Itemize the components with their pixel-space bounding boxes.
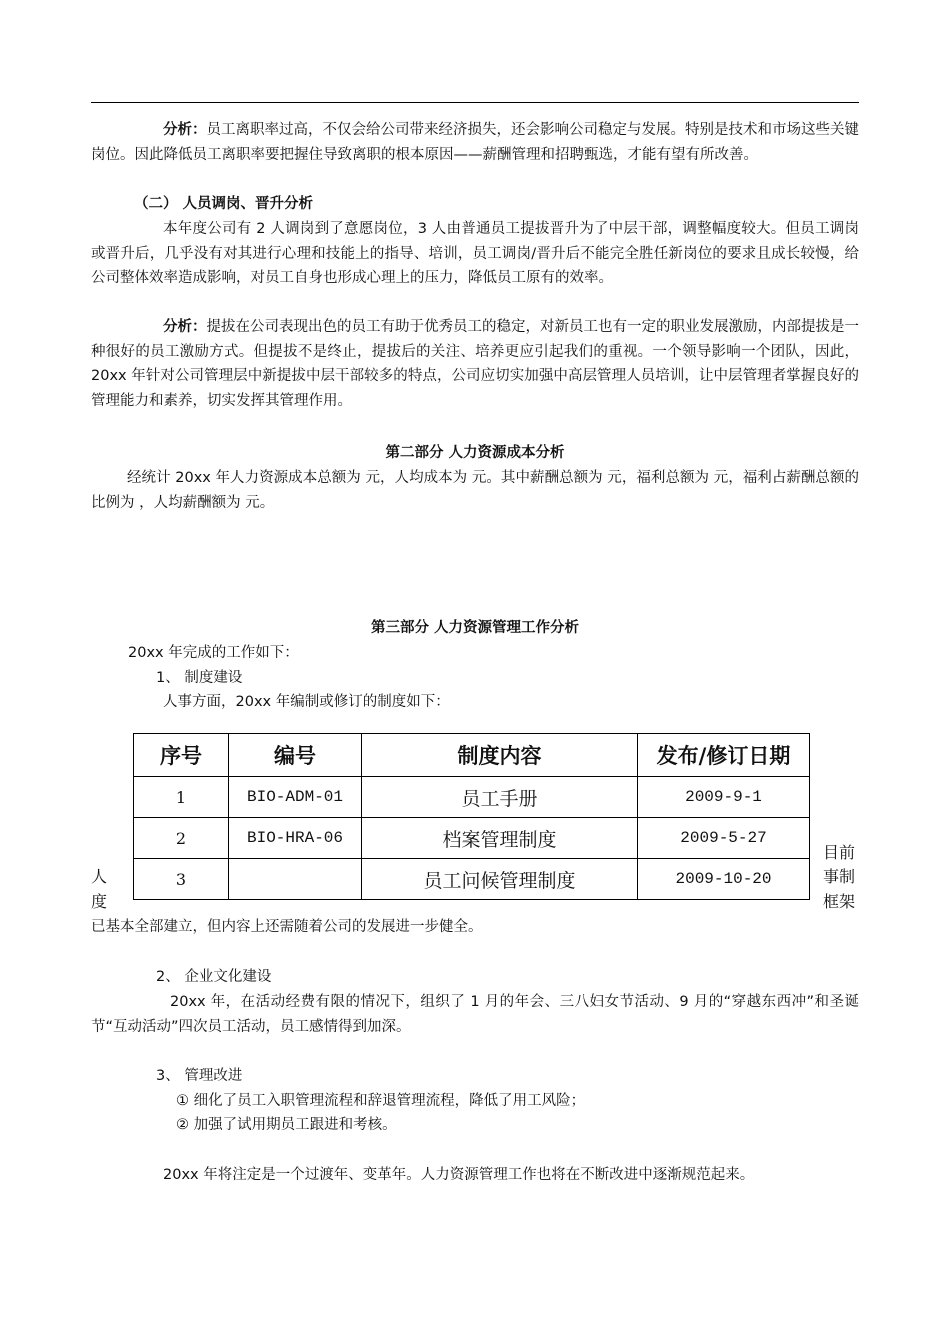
part2-title: 第二部分 人力资源成本分析	[385, 445, 565, 461]
cell-index: 2	[134, 818, 229, 859]
cost-paragraph: 经统计 20xx 年人力资源成本总额为 元，人均成本为 元。其中薪酬总额为 元，福利总额为 元，福利占薪酬总额的比例为 ，人均薪酬额为 元。	[91, 470, 859, 511]
wrap-right-line-1: 目前	[823, 843, 856, 862]
table-row	[134, 818, 810, 859]
cell-code	[229, 859, 362, 900]
work-intro: 20xx 年完成的工作如下：	[128, 645, 299, 661]
cell-code: BIO-HRA-06	[229, 818, 362, 859]
analysis-paragraph-2	[91, 315, 859, 413]
wrap-left-char-2: 度	[91, 892, 108, 911]
cell-code: BIO-ADM-01	[229, 777, 362, 818]
cell-content: 员工问候管理制度	[362, 859, 638, 900]
cell-index: 1	[134, 777, 229, 818]
header-code: 编号	[229, 734, 362, 777]
cell-content: 档案管理制度	[362, 818, 638, 859]
section-heading-transfer-promotion: （二） 人员调岗、晋升分析	[134, 196, 314, 212]
cell-content: 员工手册	[362, 777, 638, 818]
analysis-label: 分析：	[163, 319, 207, 335]
header-rule	[91, 102, 859, 103]
analysis-text: 提拔在公司表现出色的员工有助于优秀员工的稳定，对新员工也有一定的职业发展激励，内部提拔是一种很好的员工激励方式。但提拔不是终止，提拔后的关注、培养更应引起我们的重视。一个领导影响一个团队，因此，20xx 年针对公司管理层中新提拔中层干部较多的特点，公司应切实加强中高层管理人员培训，让中层管理者掌握良好的管理能力和素养，切实发挥其管理作用。	[91, 319, 859, 409]
item-1-subtext: 人事方面，20xx 年编制或修订的制度如下：	[163, 694, 450, 710]
wrap-right-line-3: 框架	[823, 892, 856, 911]
cell-date: 2009-5-27	[638, 818, 810, 859]
analysis-label: 分析：	[163, 122, 207, 138]
cell-date: 2009-10-20	[638, 859, 810, 900]
analysis-text: 员工离职率过高，不仅会给公司带来经济损失，还会影响公司稳定与发展。特别是技术和市场这些关键岗位。因此降低员工离职率要把握住导致离职的根本原因——薪酬管理和招聘甄选，才能有望有所改善。	[91, 122, 859, 163]
header-date: 发布/修订日期	[638, 734, 810, 777]
wrap-right-line-2: 事制	[823, 867, 856, 886]
improvement-point-1: ① 细化了员工入职管理流程和辞退管理流程，降低了用工风险；	[176, 1093, 586, 1109]
closing-paragraph: 20xx 年将注定是一个过渡年、变革年。人力资源管理工作也将在不断改进中逐渐规范起来。	[163, 1167, 755, 1183]
table-row	[134, 777, 810, 818]
analysis-paragraph-1	[91, 118, 859, 167]
header-content: 制度内容	[362, 734, 638, 777]
table-header-row	[134, 734, 810, 777]
item-2-text: 20xx 年，在活动经费有限的情况下，组织了 1 月的年会、三八妇女节活动、9 月的“穿越东西冲”和圣诞节“互动活动”四次员工活动，员工感情得到加深。	[91, 994, 859, 1035]
item-3-heading: 3、 管理改进	[156, 1068, 243, 1084]
transfer-paragraph: 本年度公司有 2 人调岗到了意愿岗位，3 人由普通员工提拔晋升为了中层干部，调整幅度较大。但员工调岗或晋升后，几乎没有对其进行心理和技能上的指导、培训，员工调岗/晋升后不能完全胜任新岗位的要求且成长较慢，给公司整体效率造成影响，对员工自身也形成心理上的压力，降低员工原有的效率。	[91, 221, 859, 286]
after-table-text: 已基本全部建立，但内容上还需随着公司的发展进一步健全。	[91, 919, 483, 935]
table-row	[134, 859, 810, 900]
part3-title: 第三部分 人力资源管理工作分析	[370, 620, 580, 636]
wrap-left-char-1: 人	[91, 867, 108, 886]
cell-index: 3	[134, 859, 229, 900]
improvement-point-2: ② 加强了试用期员工跟进和考核。	[176, 1117, 397, 1133]
regulations-table	[133, 733, 810, 900]
header-index: 序号	[134, 734, 229, 777]
cell-date: 2009-9-1	[638, 777, 810, 818]
item-1-heading: 1、 制度建设	[156, 670, 243, 686]
item-2-heading: 2、 企业文化建设	[156, 969, 272, 985]
